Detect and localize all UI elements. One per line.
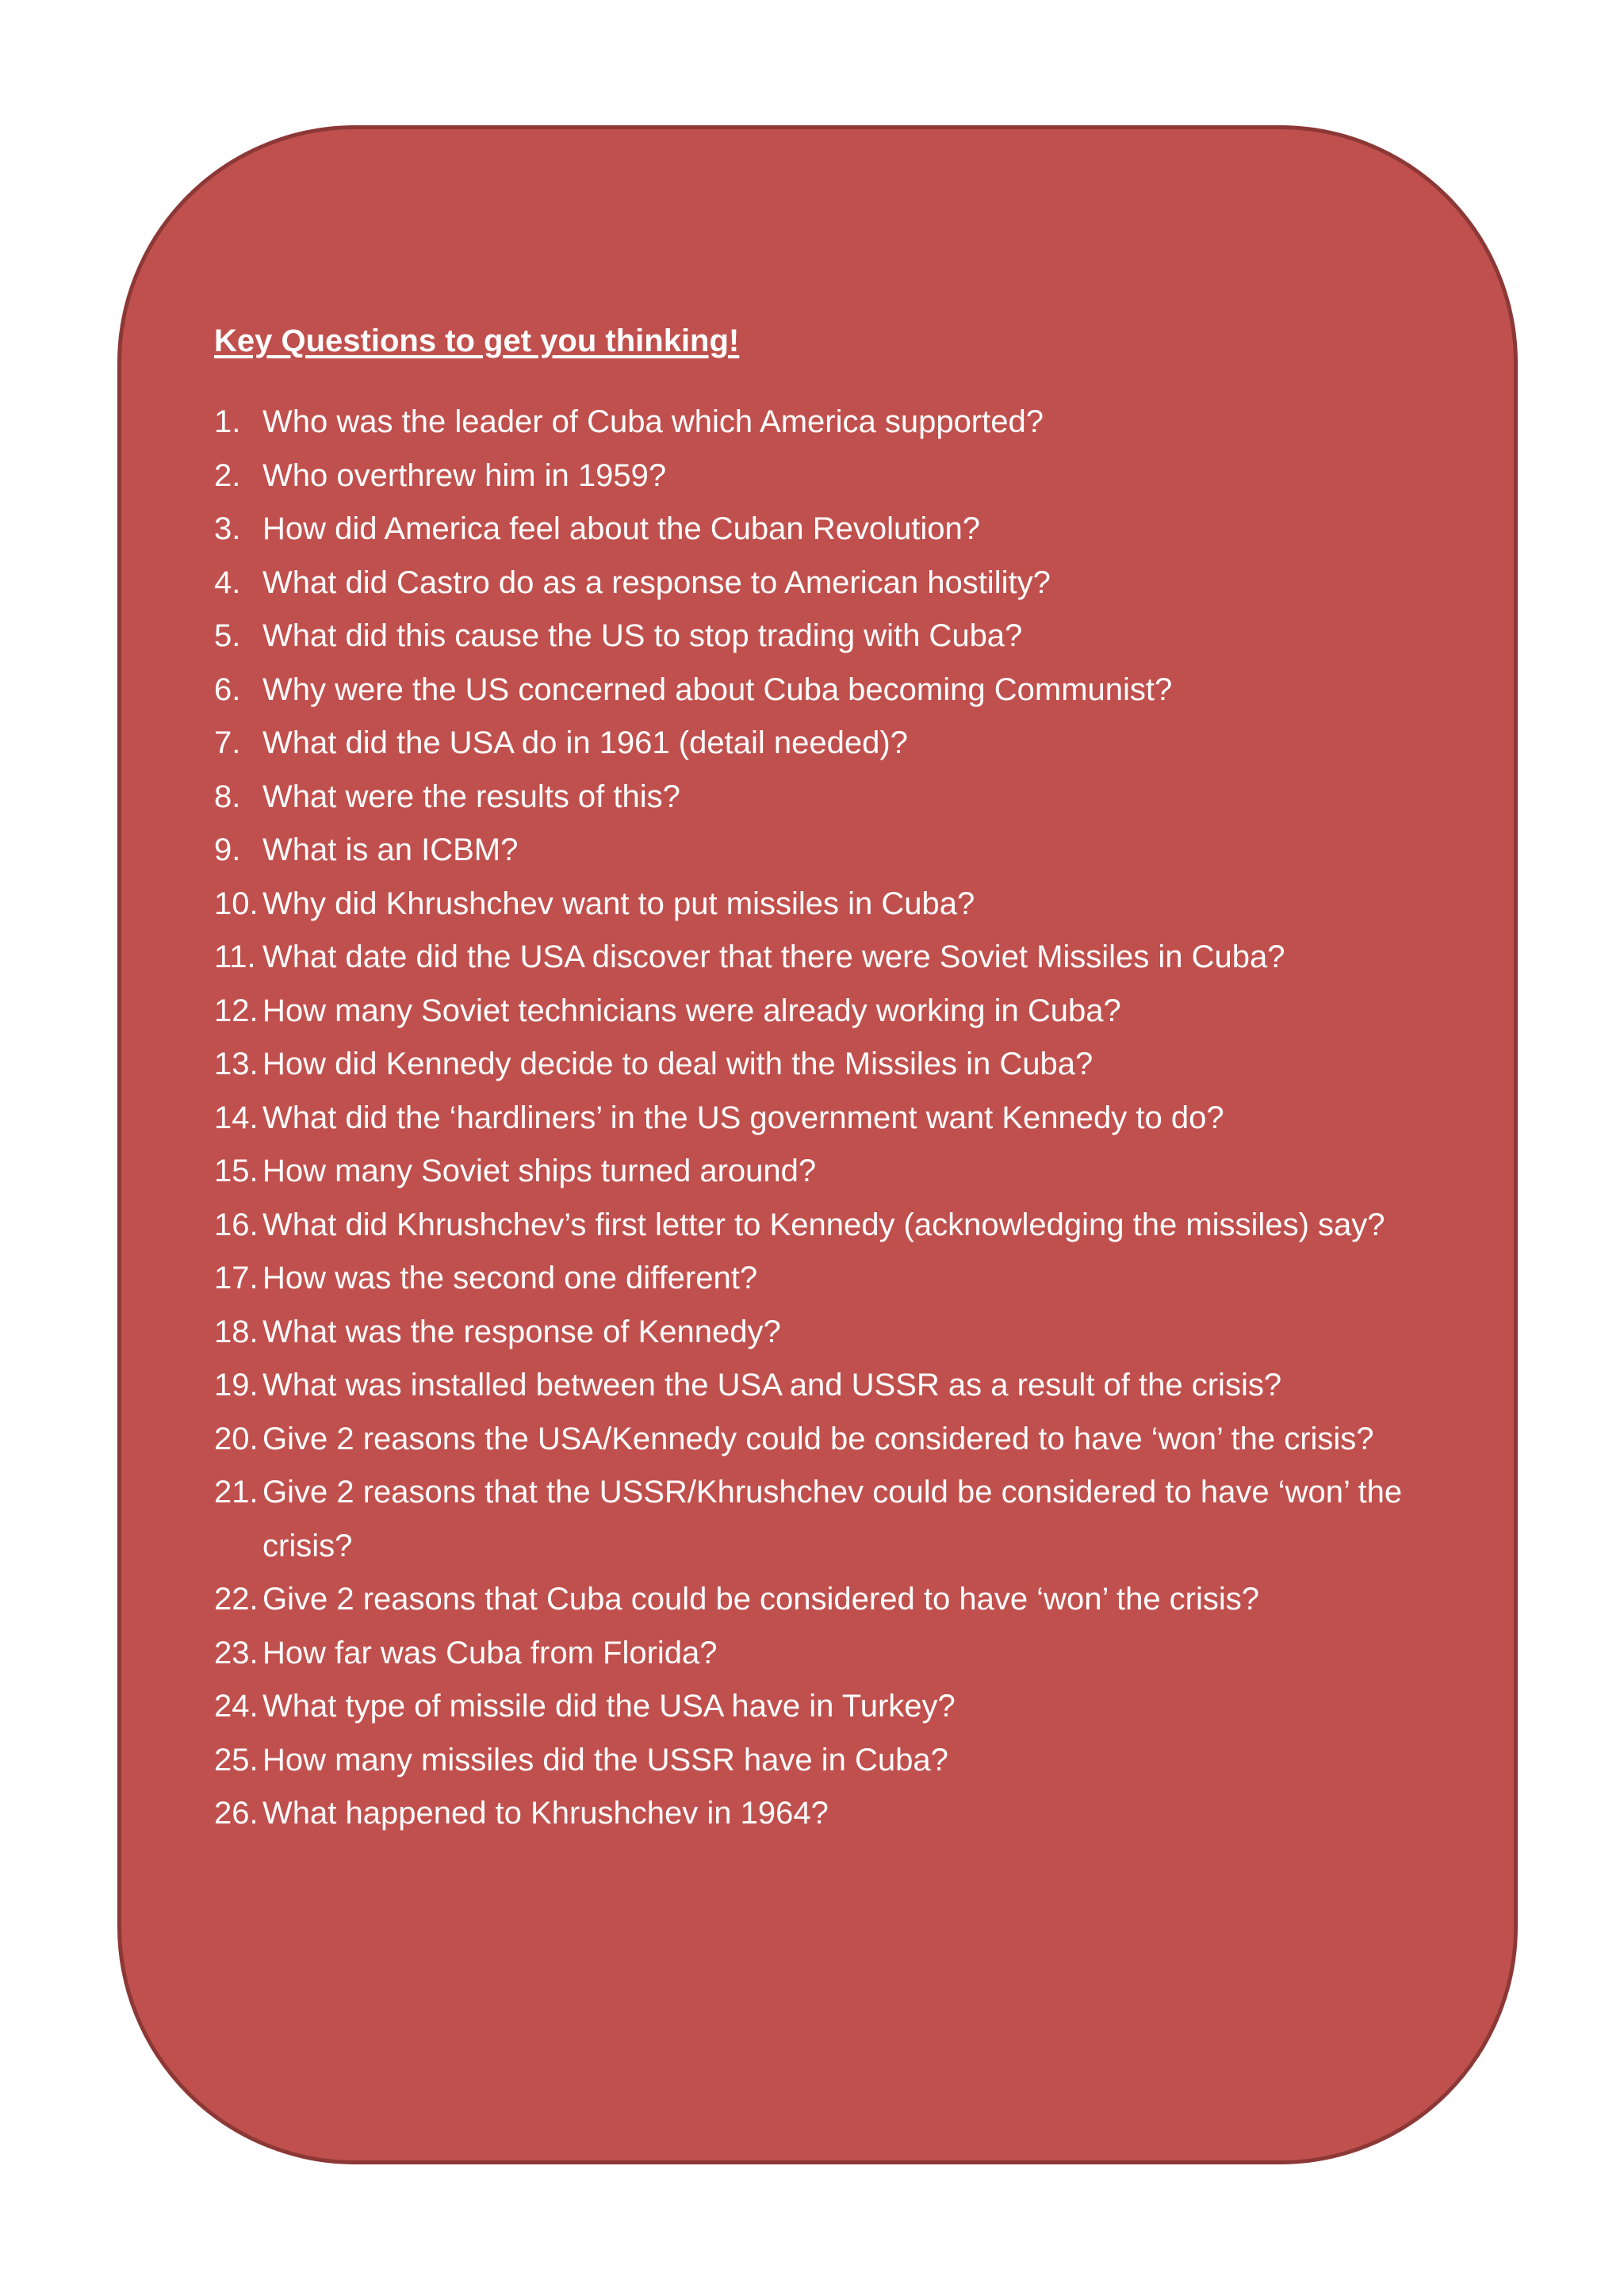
question-number: 8. bbox=[214, 779, 241, 814]
question-number: 14. bbox=[214, 1100, 259, 1135]
question-number: 20. bbox=[214, 1421, 259, 1456]
list-item bbox=[214, 717, 1467, 771]
question-number: 10. bbox=[214, 886, 259, 921]
question-text: How was the second one different? bbox=[262, 1261, 758, 1295]
question-number: 21. bbox=[214, 1475, 259, 1510]
list-item bbox=[214, 1038, 1467, 1092]
list-item bbox=[214, 1680, 1467, 1734]
list-item bbox=[214, 1734, 1467, 1788]
question-number: 17. bbox=[214, 1261, 259, 1295]
question-text: What did the USA do in 1961 (detail needed)? bbox=[262, 725, 908, 760]
question-text: Who overthrew him in 1959? bbox=[262, 457, 667, 493]
question-number: 25. bbox=[214, 1742, 259, 1777]
question-number: 24. bbox=[214, 1689, 259, 1724]
card-content bbox=[214, 321, 1467, 1841]
question-text: What did the ‘hardliners’ in the US government want Kennedy to do? bbox=[262, 1100, 1224, 1135]
question-number: 26. bbox=[214, 1796, 259, 1831]
question-number: 16. bbox=[214, 1207, 259, 1242]
question-text: What was installed between the USA and USSR as a result of the crisis? bbox=[262, 1368, 1282, 1402]
question-text: What type of missile did the USA have in Turkey? bbox=[262, 1689, 956, 1724]
question-number: 3. bbox=[214, 511, 241, 546]
question-number: 2. bbox=[214, 457, 241, 493]
list-item bbox=[214, 878, 1467, 932]
question-number: 9. bbox=[214, 832, 241, 867]
question-text: What happened to Khrushchev in 1964? bbox=[262, 1796, 829, 1831]
list-item bbox=[214, 1092, 1467, 1146]
question-number: 22. bbox=[214, 1582, 259, 1617]
question-number: 13. bbox=[214, 1047, 259, 1081]
question-card bbox=[117, 125, 1518, 2164]
question-text: What was the response of Kennedy? bbox=[262, 1314, 781, 1349]
question-text: How many missiles did the USSR have in Cuba? bbox=[262, 1742, 948, 1777]
list-item bbox=[214, 985, 1467, 1039]
list-item bbox=[214, 1573, 1467, 1627]
question-text: Give 2 reasons the USA/Kennedy could be considered to have ‘won’ the crisis? bbox=[262, 1421, 1374, 1456]
list-item bbox=[214, 1359, 1467, 1413]
question-text: How far was Cuba from Florida? bbox=[262, 1635, 718, 1670]
question-number: 23. bbox=[214, 1635, 259, 1670]
list-item bbox=[214, 610, 1467, 664]
list-item bbox=[214, 503, 1467, 557]
question-number: 4. bbox=[214, 564, 241, 600]
question-text: What is an ICBM? bbox=[262, 832, 519, 867]
list-item bbox=[214, 931, 1467, 985]
question-text: What did Castro do as a response to American hostility? bbox=[262, 564, 1051, 600]
question-number: 19. bbox=[214, 1368, 259, 1402]
question-number: 18. bbox=[214, 1314, 259, 1349]
question-text: What did this cause the US to stop trading with Cuba? bbox=[262, 618, 1023, 653]
list-item bbox=[214, 664, 1467, 718]
question-list bbox=[214, 396, 1467, 1841]
question-number: 5. bbox=[214, 618, 241, 653]
question-text: Give 2 reasons that Cuba could be considered to have ‘won’ the crisis? bbox=[262, 1582, 1260, 1617]
page-title: Key Questions to get you thinking! bbox=[214, 323, 740, 358]
list-item bbox=[214, 1787, 1467, 1841]
list-item bbox=[214, 771, 1467, 825]
list-item bbox=[214, 1306, 1467, 1360]
question-number: 6. bbox=[214, 672, 241, 707]
question-text: Give 2 reasons that the USSR/Khrushchev could be considered to have ‘won’ the crisis? bbox=[262, 1475, 1403, 1563]
question-number: 7. bbox=[214, 725, 241, 760]
question-text: Why were the US concerned about Cuba becoming Communist? bbox=[262, 672, 1173, 707]
list-item bbox=[214, 1627, 1467, 1681]
question-text: How many Soviet technicians were already working in Cuba? bbox=[262, 993, 1121, 1028]
list-item bbox=[214, 1252, 1467, 1306]
question-number: 15. bbox=[214, 1154, 259, 1188]
question-text: Why did Khrushchev want to put missiles in Cuba? bbox=[262, 886, 975, 921]
list-item bbox=[214, 1413, 1467, 1467]
question-text: What were the results of this? bbox=[262, 779, 680, 814]
question-number: 11. bbox=[214, 939, 256, 974]
list-item bbox=[214, 824, 1467, 878]
list-item bbox=[214, 1199, 1467, 1253]
question-text: How did Kennedy decide to deal with the Missiles in Cuba? bbox=[262, 1047, 1094, 1081]
list-item bbox=[214, 1466, 1467, 1573]
question-number: 1. bbox=[214, 404, 241, 439]
list-item bbox=[214, 557, 1467, 610]
list-item bbox=[214, 1145, 1467, 1199]
question-number: 12. bbox=[214, 993, 259, 1028]
list-item bbox=[214, 450, 1467, 503]
list-item bbox=[214, 396, 1467, 450]
question-text: What date did the USA discover that there were Soviet Missiles in Cuba? bbox=[262, 939, 1285, 974]
question-text: How did America feel about the Cuban Revolution? bbox=[262, 511, 980, 546]
question-text: What did Khrushchev’s first letter to Kennedy (acknowledging the missiles) say? bbox=[262, 1207, 1385, 1242]
question-text: How many Soviet ships turned around? bbox=[262, 1154, 817, 1188]
question-text: Who was the leader of Cuba which America supported? bbox=[262, 404, 1044, 439]
